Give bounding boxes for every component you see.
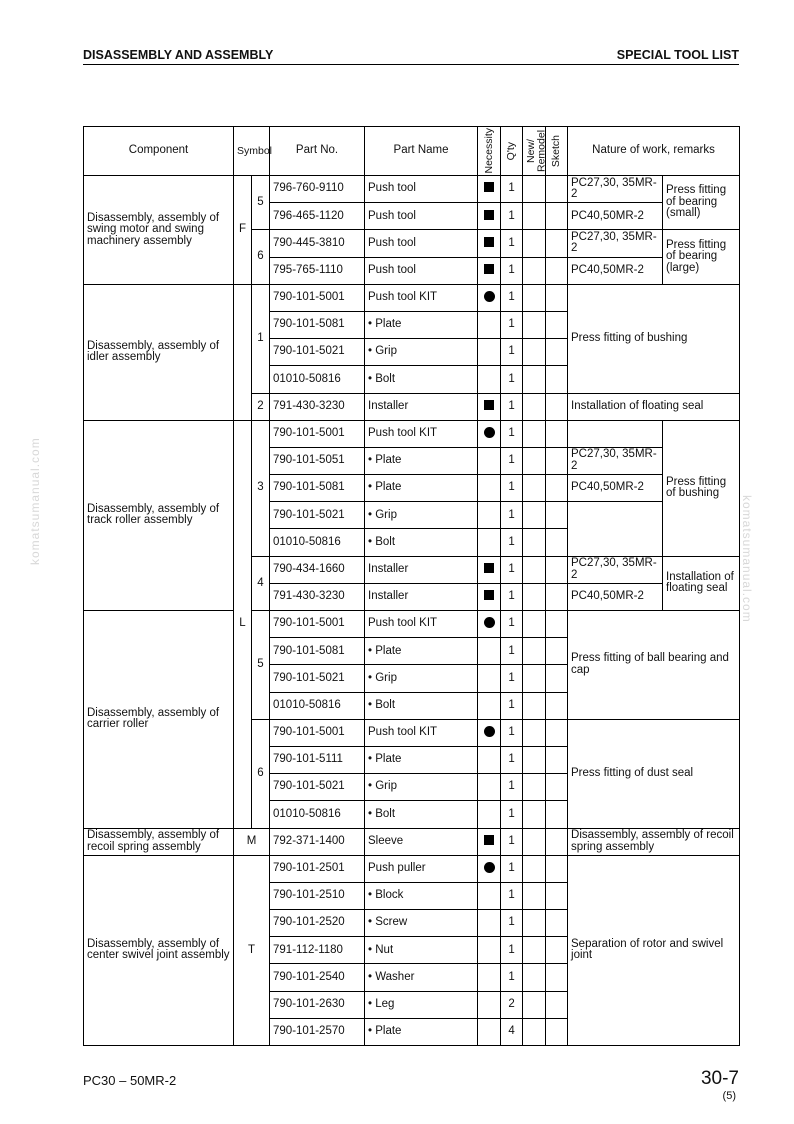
necessity-cell [478,230,501,257]
new-remodel-cell [523,611,546,638]
qty-cell: 1 [501,366,523,393]
symbol-sub-cell: 5 [252,176,270,230]
part-no-cell: 791-430-3230 [270,393,365,420]
remarks-cell: PC27,30, 35MR-2 [568,176,663,203]
qty-cell: 4 [501,1018,523,1045]
symbol-sub-cell: 1 [252,284,270,393]
qty-cell: 1 [501,828,523,855]
part-name-cell: Push puller [365,855,478,882]
col-symbol: Symbol [234,127,270,176]
part-name-cell: • Grip [365,502,478,529]
filled-circle-icon [484,427,495,438]
new-remodel-cell [523,393,546,420]
sketch-cell [546,284,568,311]
qty-cell: 1 [501,230,523,257]
new-remodel-cell [523,1018,546,1045]
necessity-cell [478,638,501,665]
symbol-sub-cell: 6 [252,719,270,828]
qty-cell: 1 [501,746,523,773]
part-no-cell: 790-101-5021 [270,774,365,801]
part-name-cell: • Bolt [365,692,478,719]
sketch-cell [546,746,568,773]
sketch-cell [546,1018,568,1045]
qty-cell: 1 [501,774,523,801]
filled-circle-icon [484,862,495,873]
new-remodel-cell [523,339,546,366]
sketch-cell [546,257,568,284]
remarks-cell: Installation of floating seal [663,556,740,610]
qty-cell: 1 [501,284,523,311]
sketch-cell [546,583,568,610]
qty-cell: 1 [501,882,523,909]
watermark-left: komatsumanual.com [28,437,42,565]
part-name-cell: Installer [365,393,478,420]
new-remodel-cell [523,774,546,801]
part-name-cell: Push tool KIT [365,284,478,311]
qty-cell: 1 [501,964,523,991]
part-name-cell: • Plate [365,638,478,665]
part-name-cell: Push tool [365,230,478,257]
sketch-cell [546,910,568,937]
sketch-cell [546,203,568,230]
sketch-cell [546,393,568,420]
part-name-cell: Push tool KIT [365,420,478,447]
part-no-cell: 790-101-5081 [270,475,365,502]
necessity-cell [478,665,501,692]
necessity-cell [478,1018,501,1045]
new-remodel-cell [523,311,546,338]
part-no-cell: 01010-50816 [270,366,365,393]
new-remodel-cell [523,176,546,203]
part-name-cell: • Block [365,882,478,909]
sketch-cell [546,311,568,338]
new-remodel-cell [523,692,546,719]
new-remodel-cell [523,257,546,284]
part-no-cell: 790-101-5001 [270,420,365,447]
sketch-cell [546,855,568,882]
part-no-cell: 790-101-2510 [270,882,365,909]
remarks-cell: Installation of floating seal [568,393,740,420]
part-no-cell: 790-101-2501 [270,855,365,882]
part-no-cell: 790-101-2630 [270,991,365,1018]
part-name-cell: • Bolt [365,529,478,556]
new-remodel-cell [523,203,546,230]
part-name-cell: Installer [365,556,478,583]
component-cell: Disassembly, assembly of center swivel joint assembly [84,855,234,1045]
part-no-cell: 790-101-5021 [270,502,365,529]
part-no-cell: 791-112-1180 [270,937,365,964]
part-name-cell: • Plate [365,311,478,338]
remarks-cell: Press fitting of bearing (large) [663,230,740,284]
sketch-cell [546,475,568,502]
part-no-cell: 796-760-9110 [270,176,365,203]
part-name-cell: • Screw [365,910,478,937]
necessity-cell [478,556,501,583]
symbol-cell: L [234,420,252,828]
remarks-cell: PC27,30, 35MR-2 [568,556,663,583]
sketch-cell [546,801,568,828]
remarks-cell: PC40,50MR-2 [568,583,663,610]
remarks-cell: Disassembly, assembly of recoil spring assembly [568,828,740,855]
qty-cell: 1 [501,692,523,719]
new-remodel-cell [523,937,546,964]
new-remodel-cell [523,284,546,311]
necessity-cell [478,420,501,447]
necessity-cell [478,176,501,203]
necessity-cell [478,447,501,474]
filled-circle-icon [484,726,495,737]
filled-square-icon [484,563,494,573]
sketch-cell [546,611,568,638]
part-name-cell: • Grip [365,339,478,366]
part-name-cell: • Grip [365,665,478,692]
necessity-cell [478,828,501,855]
component-cell: Disassembly, assembly of recoil spring assembly [84,828,234,855]
symbol-cell [234,284,252,420]
filled-square-icon [484,182,494,192]
new-remodel-cell [523,366,546,393]
symbol-cell: M [234,828,270,855]
part-no-cell: 790-101-5081 [270,311,365,338]
necessity-cell [478,991,501,1018]
new-remodel-cell [523,420,546,447]
new-remodel-cell [523,719,546,746]
part-no-cell: 790-101-5021 [270,665,365,692]
qty-cell: 1 [501,937,523,964]
sketch-cell [546,665,568,692]
qty-cell: 1 [501,910,523,937]
watermark-right: komatsumanual.com [740,495,754,623]
new-remodel-cell [523,991,546,1018]
necessity-cell [478,882,501,909]
filled-square-icon [484,264,494,274]
qty-cell: 1 [501,393,523,420]
qty-cell: 1 [501,420,523,447]
filled-circle-icon [484,291,495,302]
part-no-cell: 790-101-2570 [270,1018,365,1045]
part-no-cell: 790-101-2540 [270,964,365,991]
part-name-cell: • Plate [365,447,478,474]
part-name-cell: Push tool [365,257,478,284]
col-component: Component [84,127,234,176]
remarks-cell: Press fitting of ball bearing and cap [568,611,740,720]
new-remodel-cell [523,882,546,909]
remarks-cell: Separation of rotor and swivel joint [568,855,740,1045]
part-no-cell: 790-101-5021 [270,339,365,366]
part-name-cell: • Grip [365,774,478,801]
necessity-cell [478,611,501,638]
new-remodel-cell [523,556,546,583]
table-row [84,420,740,447]
table-row [84,176,740,203]
remarks-cell: Press fitting of dust seal [568,719,740,828]
new-remodel-cell [523,638,546,665]
col-remarks: Nature of work, remarks [568,127,740,176]
sketch-cell [546,774,568,801]
remarks-cell: PC40,50MR-2 [568,475,663,502]
necessity-cell [478,284,501,311]
part-name-cell: • Nut [365,937,478,964]
new-remodel-cell [523,910,546,937]
table-header-row [84,127,740,176]
sketch-cell [546,692,568,719]
sketch-cell [546,339,568,366]
filled-square-icon [484,237,494,247]
part-name-cell: Push tool KIT [365,611,478,638]
part-no-cell: 790-101-5051 [270,447,365,474]
new-remodel-cell [523,801,546,828]
symbol-sub-cell: 2 [252,393,270,420]
part-name-cell: • Washer [365,964,478,991]
new-remodel-cell [523,475,546,502]
remarks-cell: Press fitting of bushing [568,284,740,393]
new-remodel-cell [523,583,546,610]
table-row [84,828,740,855]
col-sketch: Sketch [546,127,568,176]
part-name-cell: • Plate [365,746,478,773]
footer-page-number: 30-7 [700,1068,739,1089]
part-no-cell: 01010-50816 [270,801,365,828]
part-no-cell: 795-765-1110 [270,257,365,284]
qty-cell: 1 [501,556,523,583]
necessity-cell [478,937,501,964]
sketch-cell [546,176,568,203]
part-no-cell: 790-445-3810 [270,230,365,257]
necessity-cell [478,393,501,420]
qty-cell: 2 [501,991,523,1018]
necessity-cell [478,529,501,556]
symbol-sub-cell: 6 [252,230,270,284]
part-name-cell: Push tool [365,203,478,230]
necessity-cell [478,311,501,338]
qty-cell: 1 [501,502,523,529]
new-remodel-cell [523,230,546,257]
component-cell: Disassembly, assembly of idler assembly [84,284,234,420]
part-no-cell: 790-101-5001 [270,284,365,311]
sketch-cell [546,828,568,855]
col-qty: Q'ty [501,127,523,176]
component-cell: Disassembly, assembly of swing motor and swing machinery assembly [84,176,234,285]
col-part-no: Part No. [270,127,365,176]
table-row [84,611,740,638]
filled-square-icon [484,835,494,845]
necessity-cell [478,910,501,937]
sketch-cell [546,230,568,257]
component-cell: Disassembly, assembly of carrier roller [84,611,234,829]
qty-cell: 1 [501,257,523,284]
table-row [84,855,740,882]
sketch-cell [546,991,568,1018]
new-remodel-cell [523,502,546,529]
component-cell: Disassembly, assembly of track roller assembly [84,420,234,610]
sketch-cell [546,420,568,447]
sketch-cell [546,529,568,556]
part-no-cell: 790-434-1660 [270,556,365,583]
sketch-cell [546,937,568,964]
part-no-cell: 796-465-1120 [270,203,365,230]
sketch-cell [546,719,568,746]
page-header [83,46,739,65]
col-necessity: Necessity [478,127,501,176]
necessity-cell [478,801,501,828]
sketch-cell [546,502,568,529]
necessity-cell [478,203,501,230]
qty-cell: 1 [501,638,523,665]
part-name-cell: • Bolt [365,366,478,393]
symbol-sub-cell: 5 [252,611,270,720]
qty-cell: 1 [501,311,523,338]
sketch-cell [546,447,568,474]
necessity-cell [478,583,501,610]
necessity-cell [478,855,501,882]
remarks-cell: PC40,50MR-2 [568,203,663,230]
qty-cell: 1 [501,339,523,366]
filled-circle-icon [484,617,495,628]
remarks-cell: Press fitting of bushing [663,420,740,556]
qty-cell: 1 [501,583,523,610]
new-remodel-cell [523,529,546,556]
part-name-cell: • Plate [365,475,478,502]
new-remodel-cell [523,665,546,692]
remarks-cell [568,502,663,556]
necessity-cell [478,257,501,284]
necessity-cell [478,719,501,746]
filled-square-icon [484,400,494,410]
remarks-cell: Press fitting of bearing (small) [663,176,740,230]
part-no-cell: 01010-50816 [270,692,365,719]
new-remodel-cell [523,828,546,855]
necessity-cell [478,339,501,366]
symbol-sub-cell: 3 [252,420,270,556]
remarks-cell: PC27,30, 35MR-2 [568,447,663,474]
qty-cell: 1 [501,529,523,556]
part-name-cell: Push tool [365,176,478,203]
remarks-cell: PC40,50MR-2 [568,257,663,284]
qty-cell: 1 [501,203,523,230]
new-remodel-cell [523,964,546,991]
new-remodel-cell [523,447,546,474]
sketch-cell [546,964,568,991]
new-remodel-cell [523,746,546,773]
qty-cell: 1 [501,176,523,203]
necessity-cell [478,502,501,529]
sketch-cell [546,882,568,909]
part-name-cell: Push tool KIT [365,719,478,746]
footer-model: PC30 – 50MR-2 [83,1073,177,1088]
part-no-cell: 790-101-5111 [270,746,365,773]
part-name-cell: • Plate [365,1018,478,1045]
symbol-cell: F [234,176,252,285]
qty-cell: 1 [501,801,523,828]
section-title: DISASSEMBLY AND ASSEMBLY [83,48,274,62]
necessity-cell [478,964,501,991]
qty-cell: 1 [501,475,523,502]
part-no-cell: 792-371-1400 [270,828,365,855]
sketch-cell [546,638,568,665]
part-no-cell: 790-101-5001 [270,719,365,746]
part-name-cell: Sleeve [365,828,478,855]
special-tool-table [83,126,740,1046]
part-no-cell: 790-101-5001 [270,611,365,638]
part-no-cell: 791-430-3230 [270,583,365,610]
part-no-cell: 790-101-2520 [270,910,365,937]
remarks-cell: PC27,30, 35MR-2 [568,230,663,257]
col-part-name: Part Name [365,127,478,176]
list-title: SPECIAL TOOL LIST [616,48,739,62]
part-name-cell: • Bolt [365,801,478,828]
qty-cell: 1 [501,447,523,474]
part-no-cell: 01010-50816 [270,529,365,556]
symbol-sub-cell: 4 [252,556,270,610]
part-name-cell: Installer [365,583,478,610]
col-new-remodel: New/ Remodel [523,127,546,176]
filled-square-icon [484,590,494,600]
table-row [84,284,740,311]
footer-revision: (5) [722,1090,736,1102]
part-name-cell: • Leg [365,991,478,1018]
necessity-cell [478,366,501,393]
sketch-cell [546,556,568,583]
part-no-cell: 790-101-5081 [270,638,365,665]
filled-square-icon [484,210,494,220]
necessity-cell [478,774,501,801]
qty-cell: 1 [501,855,523,882]
qty-cell: 1 [501,611,523,638]
remarks-cell [568,420,663,447]
necessity-cell [478,475,501,502]
sketch-cell [546,366,568,393]
necessity-cell [478,692,501,719]
qty-cell: 1 [501,719,523,746]
necessity-cell [478,746,501,773]
symbol-cell: T [234,855,270,1045]
qty-cell: 1 [501,665,523,692]
new-remodel-cell [523,855,546,882]
